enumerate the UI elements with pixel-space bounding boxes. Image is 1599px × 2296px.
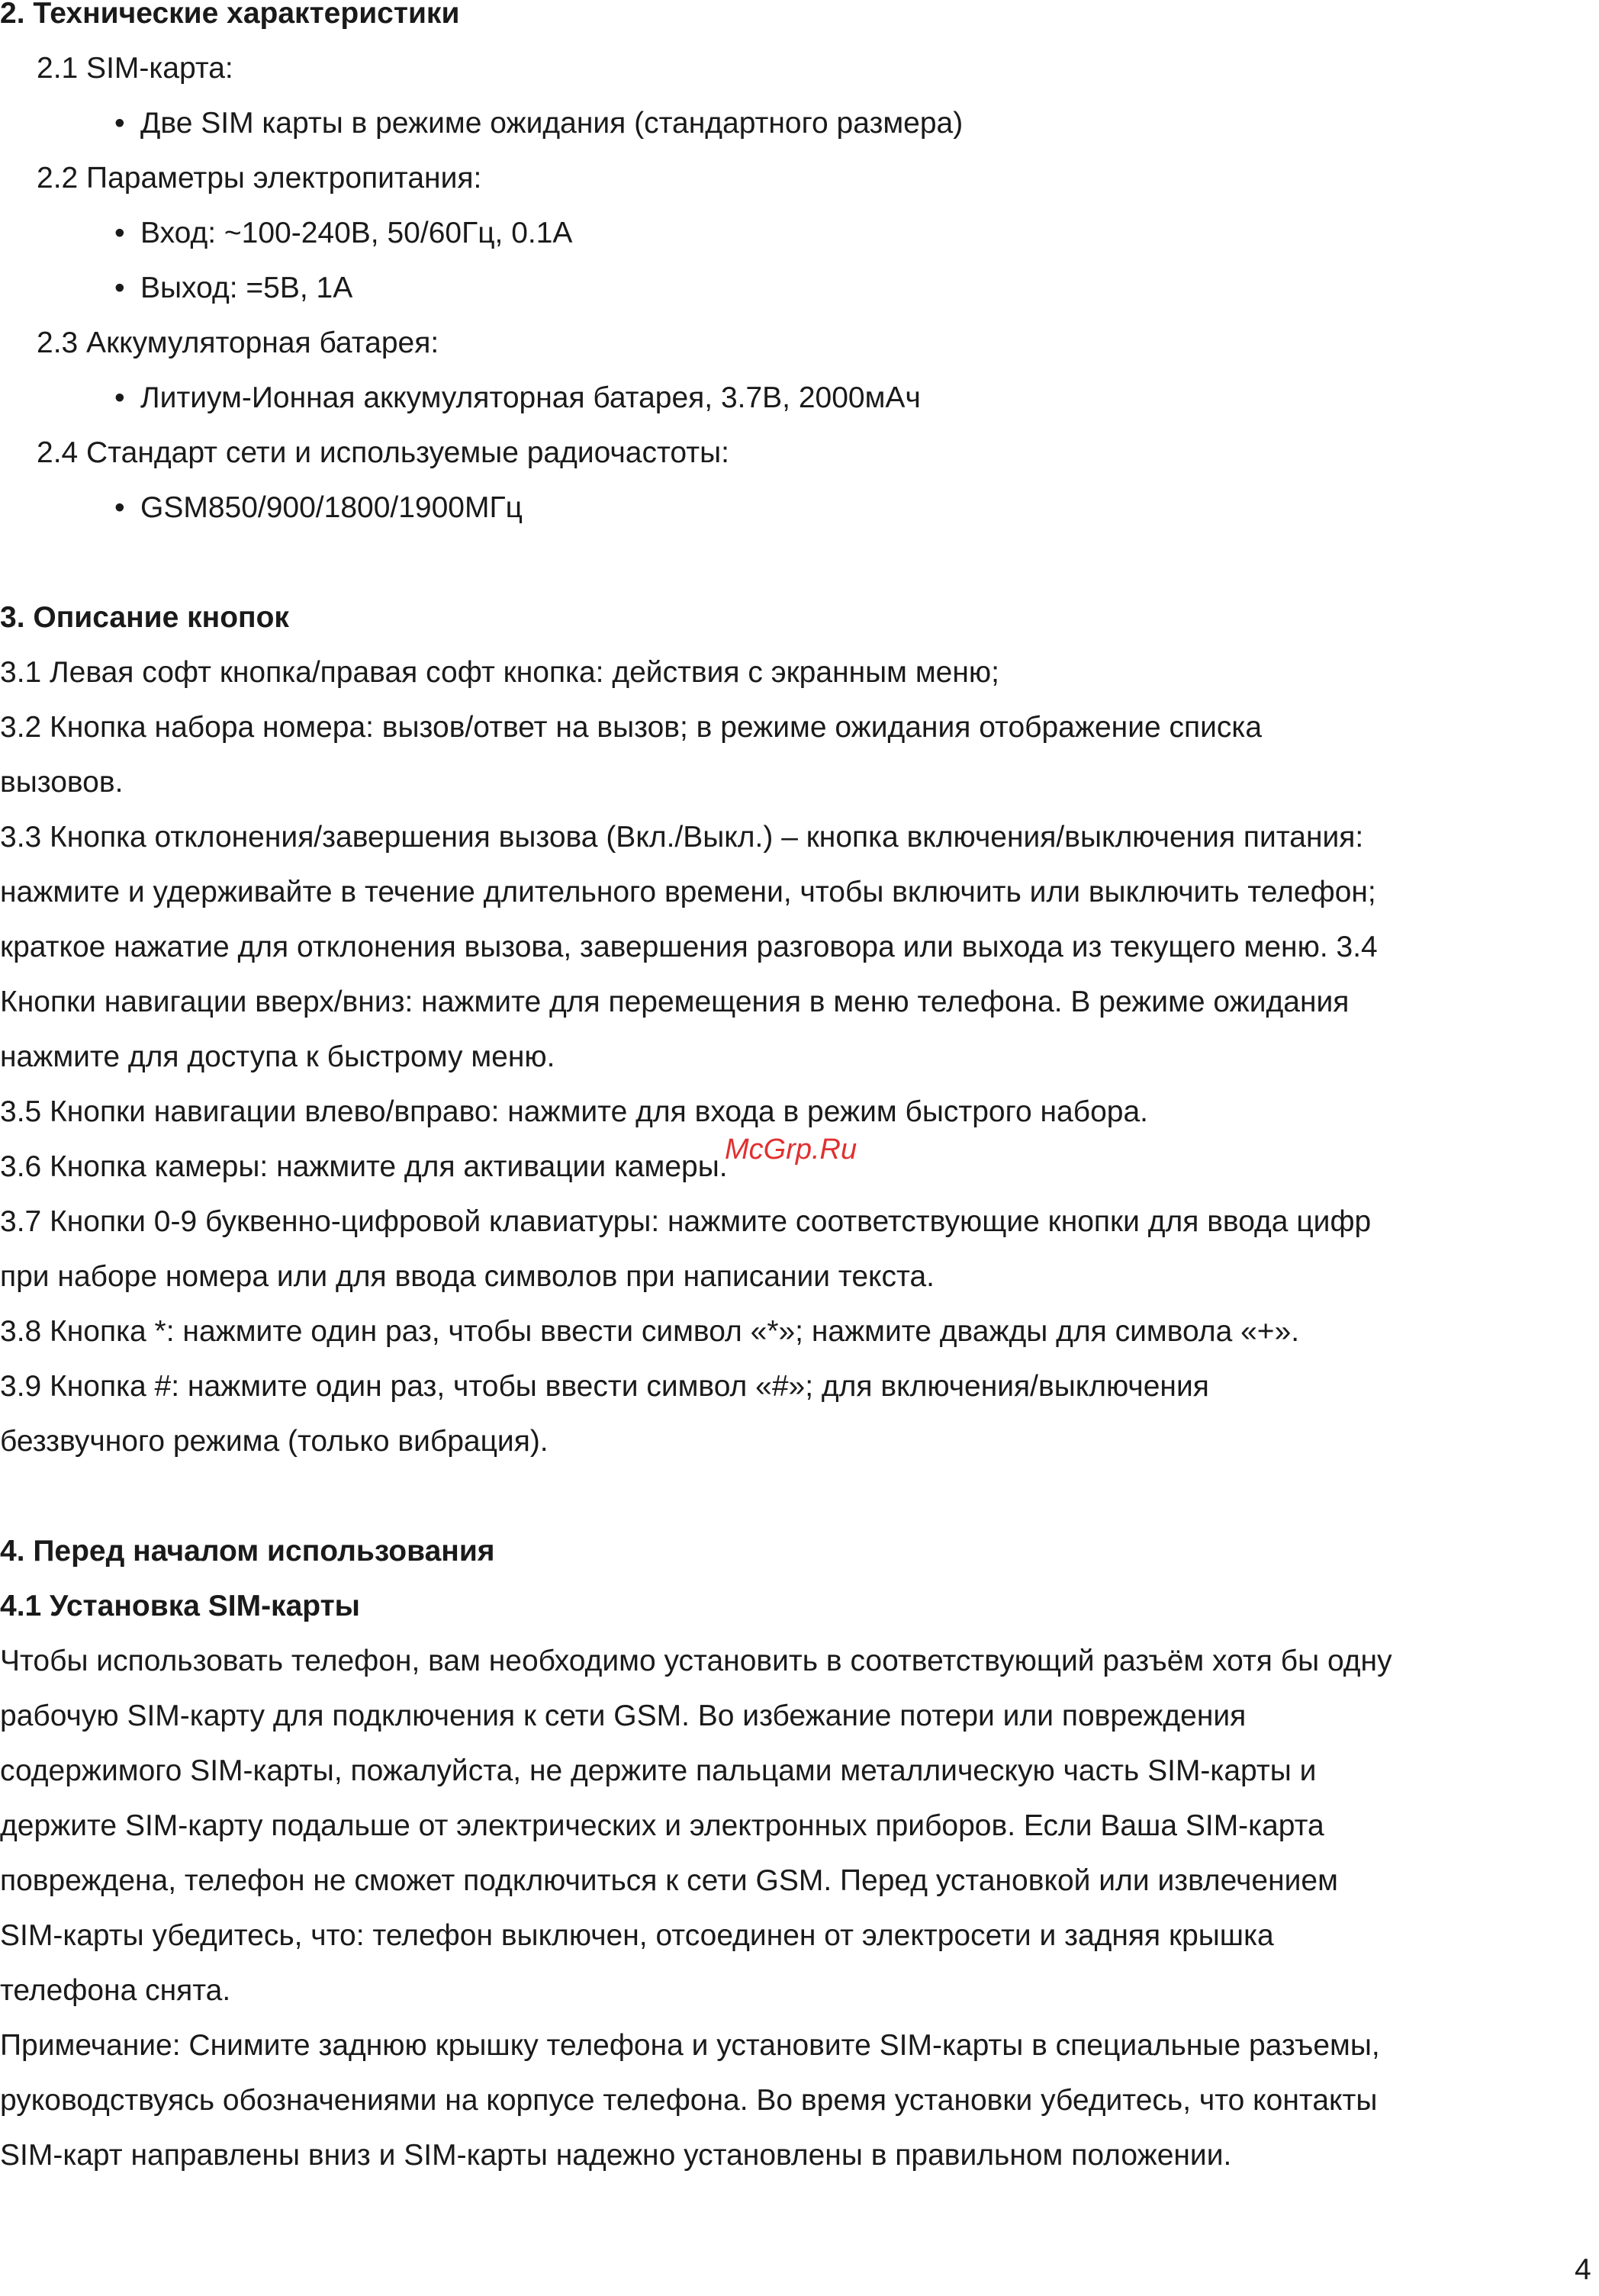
section-4-line: руководствуясь обозначениями на корпусе телефона. Во время установки убедитесь, что контакты <box>0 2084 1378 2117</box>
section-4-1-heading: 4.1 Установка SIM-карты <box>0 1590 360 1622</box>
section-2-3-title: 2.3 Аккумуляторная батарея: <box>37 326 439 359</box>
section-4-line: Чтобы использовать телефон, вам необходимо установить в соответствующий разъём хотя бы одну <box>0 1645 1392 1677</box>
watermark: McGrp.Ru <box>725 1134 857 1166</box>
section-4-heading: 4. Перед началом использования <box>0 1535 495 1568</box>
section-4-line: держите SIM-карту подальше от электрических и электронных приборов. Если Ваша SIM-карта <box>0 1809 1324 1842</box>
section-2-1-item: • Две SIM карты в режиме ожидания (стандартного размера) <box>114 96 963 151</box>
section-3-line: беззвучного режима (только вибрация). <box>0 1425 549 1458</box>
section-4-line: SIM-карты убедитесь, что: телефон выключен, отсоединен от электросети и задняя крышка <box>0 1919 1274 1952</box>
section-3-line: Кнопки навигации вверх/вниз: нажмите для перемещения в меню телефона. В режиме ожидания <box>0 986 1350 1018</box>
section-3-line: 3.3 Кнопка отклонения/завершения вызова (Вкл./Выкл.) – кнопка включения/выключения питания: <box>0 821 1364 854</box>
section-2-heading: 2. Технические характеристики <box>0 0 460 30</box>
section-3-line: 3.9 Кнопка #: нажмите один раз, чтобы ввести символ «#»; для включения/выключения <box>0 1370 1209 1403</box>
section-3-line: нажмите для доступа к быстрому меню. <box>0 1040 555 1073</box>
section-3-heading: 3. Описание кнопок <box>0 601 289 634</box>
section-3-line: краткое нажатие для отклонения вызова, завершения разговора или выхода из текущего меню. 3.4 <box>0 931 1378 963</box>
section-3-line: 3.5 Кнопки навигации влево/вправо: нажмите для входа в режим быстрого набора. <box>0 1095 1148 1128</box>
section-2-1-title: 2.1 SIM-карта: <box>37 52 233 85</box>
section-2-4-item: • GSM850/900/1800/1900МГц <box>114 481 523 535</box>
section-2-4-title: 2.4 Стандарт сети и используемые радиочастоты: <box>37 436 729 469</box>
section-4-line: телефона снята. <box>0 1974 231 2007</box>
page-number: 4 <box>1575 2253 1591 2286</box>
section-3-line: при наборе номера или для ввода символов при написании текста. <box>0 1260 935 1293</box>
section-2-3-item: • Литиум-Ионная аккумуляторная батарея, 3.7В, 2000мАч <box>114 371 921 426</box>
section-2-2-title: 2.2 Параметры электропитания: <box>37 162 482 195</box>
section-3-line: 3.8 Кнопка *: нажмите один раз, чтобы ввести символ «*»; нажмите дважды для символа «+». <box>0 1315 1300 1348</box>
section-4-line: Примечание: Снимите заднюю крышку телефона и установите SIM-карты в специальные разъемы, <box>0 2029 1380 2062</box>
section-4-line: содержимого SIM-карты, пожалуйста, не держите пальцами металлическую часть SIM-карты и <box>0 1754 1317 1787</box>
section-3-line: 3.7 Кнопки 0-9 буквенно-цифровой клавиатуры: нажмите соответствующие кнопки для ввода цифр <box>0 1205 1372 1238</box>
section-4-line: повреждена, телефон не сможет подключиться к сети GSM. Перед установкой или извлечением <box>0 1864 1338 1897</box>
section-4-line: SIM-карт направлены вниз и SIM-карты надежно установлены в правильном положении. <box>0 2139 1232 2172</box>
section-4-line: рабочую SIM-карту для подключения к сети GSM. Во избежание потери или повреждения <box>0 1699 1247 1732</box>
section-2-2-item-input: • Вход: ~100-240В, 50/60Гц, 0.1А <box>114 206 572 261</box>
section-3-line: 3.1 Левая софт кнопка/правая софт кнопка: действия с экранным меню; <box>0 656 999 689</box>
section-3-line: вызовов. <box>0 766 124 799</box>
section-3-line: нажмите и удерживайте в течение длительного времени, чтобы включить или выключить телефон; <box>0 876 1376 908</box>
section-3-line: 3.2 Кнопка набора номера: вызов/ответ на вызов; в режиме ожидания отображение списка <box>0 711 1263 744</box>
section-3-line: 3.6 Кнопка камеры: нажмите для активации камеры. <box>0 1150 728 1183</box>
section-2-2-item-output: • Выход: =5В, 1А <box>114 261 352 316</box>
